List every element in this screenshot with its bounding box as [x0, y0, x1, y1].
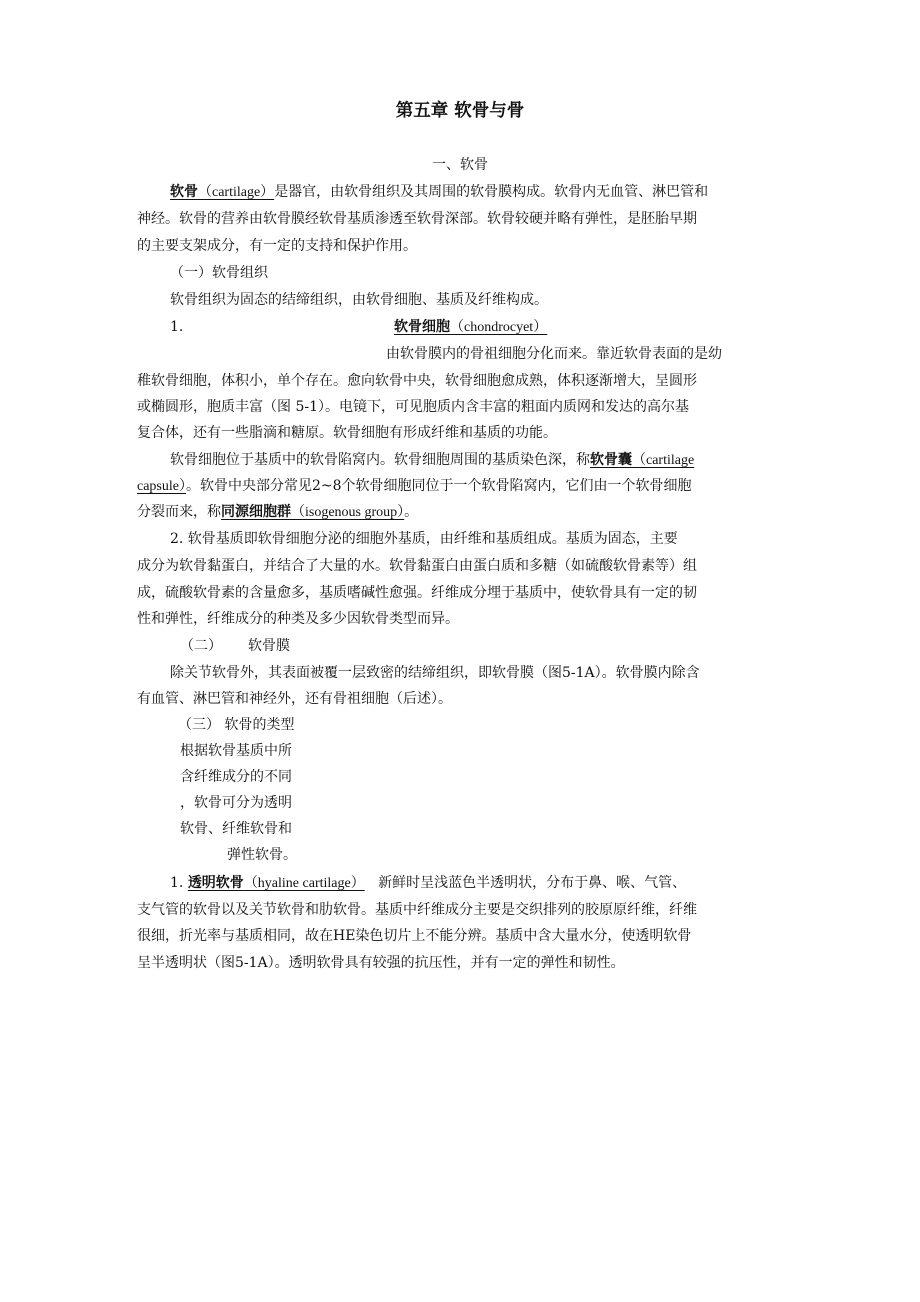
paragraph-line: [170, 182, 708, 203]
list-number: 1.: [170, 319, 184, 335]
section-heading-cartilage: 一、软骨: [432, 157, 488, 173]
list-number: 1.: [170, 875, 184, 891]
paragraph-line: 稚软骨细胞，体积小，单个存在。愈向软骨中央，软骨细胞愈成熟，体积逐渐增大，呈圆形: [137, 373, 697, 389]
term-isogenous-group: 同源细胞群: [221, 504, 291, 520]
paragraph-line: [170, 450, 694, 471]
subsection-number: （二）: [180, 638, 222, 654]
paragraph-line: 含纤维成分的不同: [180, 769, 292, 785]
term-cartilage: 软骨: [170, 184, 198, 200]
paragraph-line: [137, 502, 418, 523]
text-run: 。软骨中央部分常见2~8个软骨细胞同位于一个软骨陷窝内，它们由一个软骨细胞: [185, 478, 692, 494]
paragraph-line: 成，硫酸软骨素的含量愈多，基质嗜碱性愈强。纤维成分埋于基质中，使软骨具有一定的韧: [137, 585, 697, 601]
term-cartilage-capsule: 软骨囊: [590, 452, 632, 468]
paragraph-line: 有血管、淋巴管和神经外，还有骨祖细胞（后述）。: [137, 691, 452, 707]
paragraph-line: 复合体，还有一些脂滴和糖原。软骨细胞有形成纤维和基质的功能。: [137, 425, 557, 441]
subsection-heading-types: （三） 软骨的类型: [178, 717, 295, 733]
term-hyaline-cartilage: 透明软骨: [187, 875, 244, 891]
chapter-title: 第五章 软骨与骨: [395, 101, 525, 121]
paragraph-line: 很细，折光率与基质相同，故在HE染色切片上不能分辨。基质中含大量水分，使透明软骨: [137, 928, 692, 944]
item-heading-chondrocyte: [394, 317, 547, 338]
paragraph-line: 软骨、纤维软骨和: [180, 821, 292, 837]
paragraph-line: [170, 873, 686, 894]
paragraph-line: 呈半透明状（图5-1A）。透明软骨具有较强的抗压性，并有一定的弹性和韧性。: [137, 955, 625, 971]
latin-isogenous-group: （isogenous group）: [291, 505, 405, 520]
text-run: 分裂而来，称: [137, 504, 221, 520]
text-run: 。: [404, 504, 419, 520]
paragraph-line: 支气管的软骨以及关节软骨和肋软骨。基质中纤维成分主要是交织排列的胶原原纤维，纤维: [137, 902, 697, 918]
text-run: 软骨细胞位于基质中的软骨陷窝内。软骨细胞周围的基质染色深，称: [170, 452, 590, 468]
paragraph-line: 弹性软骨。: [227, 847, 297, 863]
subsection-heading-perichondrium: 软骨膜: [248, 638, 290, 654]
latin-cartilage-capsule: （cartilage: [632, 453, 695, 468]
paragraph-line: [137, 476, 692, 497]
latin-cartilage-capsule-cont: capsule）: [137, 479, 186, 494]
paragraph-line: ，软骨可分为透明: [180, 795, 292, 811]
latin-hyaline-cartilage: （hyaline cartilage）: [243, 876, 365, 891]
paragraph-line: 或椭圆形，胞质丰富（图 5-1）。电镜下，可见胞质内含丰富的粗面内质网和发达的高尔基: [137, 399, 689, 415]
paragraph-line: 性和弹性，纤维成分的种类及多少因软骨类型而异。: [137, 611, 459, 627]
latin-cartilage: （cartilage）: [198, 185, 275, 200]
paragraph-line: 根据软骨基质中所: [180, 743, 292, 759]
subsection-heading-cartilage-tissue: （一）软骨组织: [170, 265, 268, 281]
paragraph-line: 软骨组织为固态的结缔组织，由软骨细胞、基质及纤维构成。: [170, 292, 548, 308]
paragraph-line: 神经。软骨的营养由软骨膜经软骨基质渗透至软骨深部。软骨较硬并略有弹性，是胚胎早期: [137, 211, 697, 227]
latin-chondrocyte: （chondrocyet）: [450, 320, 548, 335]
paragraph-line: 成分为软骨黏蛋白，并结合了大量的水。软骨黏蛋白由蛋白质和多糖（如硫酸软骨素等）组: [137, 558, 697, 574]
text-run: 是器官，由软骨组织及其周围的软骨膜构成。软骨内无血管、淋巴管和: [274, 184, 709, 200]
paragraph-line: 除关节软骨外，其表面被覆一层致密的结缔组织，即软骨膜（图5-1A）。软骨膜内除含: [170, 665, 700, 681]
term-chondrocyte: 软骨细胞: [394, 319, 450, 335]
paragraph-line: 2. 软骨基质即软骨细胞分泌的细胞外基质，由纤维和基质组成。基质为固态，主要: [170, 531, 678, 547]
paragraph-line: 由软骨膜内的骨祖细胞分化而来。靠近软骨表面的是幼: [386, 346, 722, 362]
paragraph-line: 的主要支架成分，有一定的支持和保护作用。: [137, 238, 417, 254]
text-run: 新鲜时呈浅蓝色半透明状，分布于鼻、喉、气管、: [378, 875, 687, 891]
